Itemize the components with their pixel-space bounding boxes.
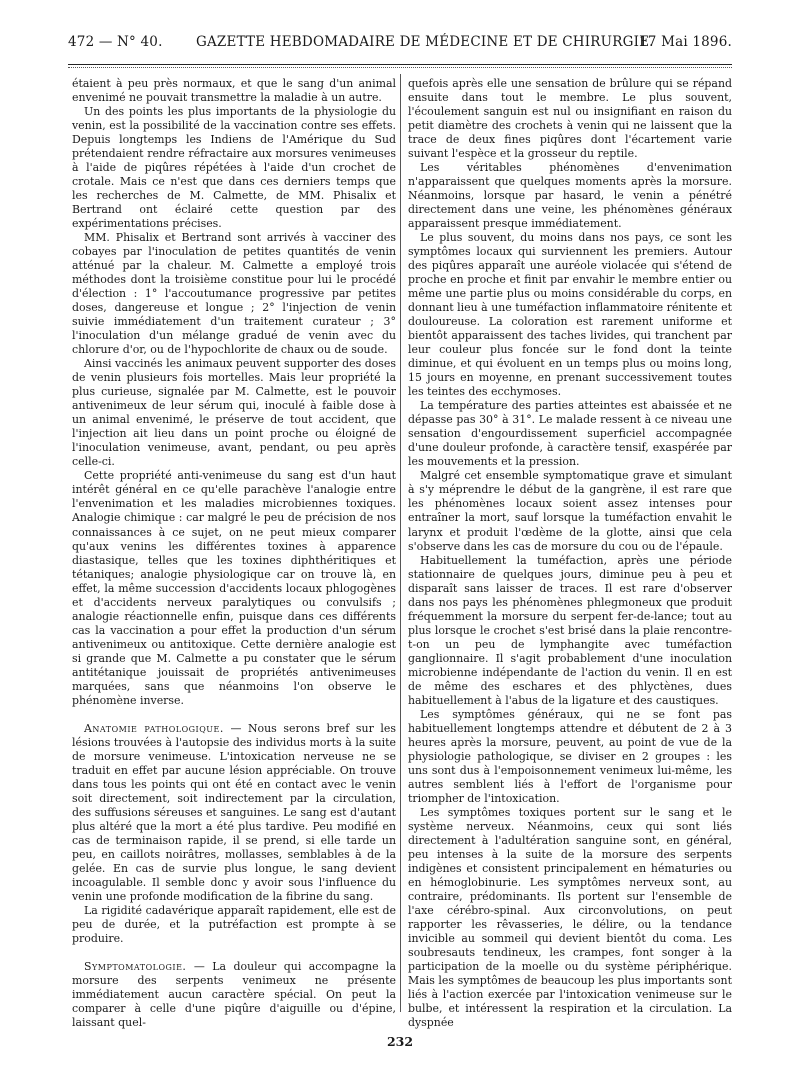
paragraph: Malgré cet ensemble symptomatique grave et simulant à s'y méprendre le début de la gangrène, il est rare que les phénomènes locaux soient assez intenses pour entraîner la mort, sauf lorsque la tuméfaction envahit le larynx et produit l'œdème de la glotte, ainsi que cela s'observe dans les cas de morsure du cou ou de l'épaule. [408, 469, 732, 553]
section-heading-anatomie: Anatomie pathologique. [84, 721, 224, 735]
page-folio: 232 [386, 1034, 414, 1049]
paragraph: Les symptômes généraux, qui ne se font pas habituellement longtemps attendre et débutent de 2 à 3 heures après la morsure, peuvent, au point de vue de la physiologie pathologique, se diviser en 2 groupes : les uns sont dus à l'empoisonnement venimeux lui-même, les autres semblent liés à l'effort de l'organisme pour triompher de l'intoxication. [408, 707, 732, 805]
paragraph: La rigidité cadavérique apparaît rapidement, elle est de peu de durée, et la putréfaction est prompte à se produire. [72, 903, 396, 945]
paragraph: MM. Phisalix et Bertrand sont arrivés à vacciner des cobayes par l'inoculation de petites quantités de venin atténué par la chaleur. M. Calmette a employé trois méthodes dont la troisième constitue pour lui le procédé d'élection : 1° l'accoutumance progressive par petites doses, dangereuse et longue ; 2° l'injection de venin suivie immédiatement d'un traitement curateur ; 3° l'inoculation d'un mélange gradué de venin avec du chlorure d'or, ou de l'hypochlorite de chaux ou de soude. [72, 231, 396, 357]
paragraph: Ainsi vaccinés les animaux peuvent supporter des doses de venin plusieurs fois mortelles. Mais leur propriété la plus curieuse, signalée par M. Calmette, est le pouvoir antivenimeux de leur sérum qui, inoculé à faible dose à un animal envenimé, le préserve de tout accident, que l'injection ait lieu dans un point proche ou éloigné de l'inoculation venimeuse, avant, pendant, ou peu après celle-ci. [72, 357, 396, 469]
paragraph: Habituellement la tuméfaction, après une période stationnaire de quelques jours, diminue peu à peu et disparaît sans laisser de traces. Il est rare d'observer dans nos pays les phénomènes phlegmoneux que produit fréquemment la morsure du serpent fer-de-lance; tout au plus lorsque le crochet s'est brisé dans la plaie rencontre-t-on un peu de lymphangite avec tuméfaction ganglionnaire. Il s'agit probablement d'une inoculation microbienne indépendante de l'action du venin. Il en est de même des eschares et des phlyctènes, dues habituellement à l'abus de la ligature et des caustiques. [408, 553, 732, 707]
section-anatomie [72, 722, 396, 904]
header-journal-title: GAZETTE HEBDOMADAIRE DE MÉDECINE ET DE CHIRURGIE. [196, 34, 654, 50]
header-rule [68, 64, 732, 65]
section-text: — Nous serons bref sur les lésions trouvées à l'autopsie des individus morts à la suite de morsure venimeuse. L'intoxication nerveuse ne se traduit en effet par aucune lésion appréciable. On trouve dans tous les points qui ont été en contact avec le venin soit directement, soit indirectement par la circulation, des suffusions séreuses et sanguines. Le sang est d'autant plus altéré que la mort a été plus tardive. Peu modifié en cas de terminaison rapide, il se prend, si elle tarde un peu, en caillots noirâtres, mollasses, semblables à de la gelée. En cas de survie plus longue, le sang devient incoagulable. Il semble donc y avoir sous l'influence du venin une profonde modification de la fibrine du sang. [72, 721, 396, 903]
paragraph: quefois après elle une sensation de brûlure qui se répand ensuite dans tout le membre. Le plus souvent, l'écoulement sanguin est nul ou insignifiant en raison du petit diamètre des crochets à venin qui ne laissent que la trace de deux fines piqûres dont l'écartement varie suivant l'espèce et la grosseur du reptile. [408, 77, 732, 161]
paragraph: La température des parties atteintes est abaissée et ne dépasse pas 30° à 31°. Le malade ressent à ce niveau une sensation d'engourdissement superficiel accompagnée d'une douleur profonde, à caractère tensif, exaspérée par les mouvements et la pression. [408, 399, 732, 469]
section-text: — La douleur qui accompagne la morsure des serpents venimeux ne présente immédiatement aucun caractère spécial. On peut la comparer à celle d'une piqûre d'aiguille ou d'épine, laissant quel- [72, 959, 397, 1030]
paragraph: Les véritables phénomènes d'envenimation n'apparaissent que quelques moments après la morsure. Néanmoins, lorsque par hasard, le venin a pénétré directement dans une veine, les phénomènes généraux apparaissent presque immédiatement. [408, 161, 732, 231]
running-header [68, 34, 732, 58]
section-heading-symptomatologie: Symptomatologie. [84, 959, 187, 973]
column-divider [400, 74, 401, 1012]
left-column [72, 77, 397, 1030]
header-page-number: 472 — N° 40. [68, 34, 163, 50]
header-rule-dotted [68, 67, 732, 68]
paragraph: Le plus souvent, du moins dans nos pays, ce sont les symptômes locaux qui surviennent les premiers. Autour des piqûres apparaît une auréole violacée qui s'étend de proche en proche et finit par envahir le membre entier ou même une partie plus ou moins considérable du corps, en donnant lieu à une tuméfaction inflammatoire rénitente et douloureuse. La coloration est rarement uniforme et bientôt apparaissent des taches livides, qui tranchent par leur couleur plus foncée sur le fond dont la teinte diminue, et qui évoluent en un temps plus ou moins long, 15 jours en moyenne, en prenant successivement toutes les teintes des ecchymoses. [408, 231, 732, 399]
header-date: 17 Mai 1896. [639, 34, 732, 50]
paragraph: Cette propriété anti-venimeuse du sang est d'un haut intérêt général en ce qu'elle parachève l'analogie entre l'envenimation et les maladies microbiennes toxiques. Analogie chimique : car malgré le peu de précision de nos connaissances à ce sujet, on ne peut mieux comparer qu'aux venins les différentes toxines à apparence diastasique, telles que les toxines diphthéritiques et tétaniques; analogie physiologique car on trouve là, en effet, la même succession d'accidents locaux phlogogènes et d'accidents nerveux paralytiques ou convulsifs ; analogie réactionnelle enfin, puisque dans ces différents cas la vaccination a pour effet la production d'un sérum antivenimeux ou antitoxique. Cette dernière analogie est si grande que M. Calmette a pu constater que le sérum antitétanique jouissait de propriétés antivenimeuses marquées, sans que néanmoins l'on observe le phénomène inverse. [72, 469, 396, 707]
right-column [408, 77, 732, 1030]
paragraph: étaient à peu près normaux, et que le sang d'un animal envenimé ne pouvait transmettre la maladie à un autre. [72, 77, 396, 105]
section-symptomatologie [72, 960, 396, 1030]
paragraph: Les symptômes toxiques portent sur le sang et le système nerveux. Néanmoins, ceux qui sont liés directement à l'adultération sanguine sont, en général, peu intenses à la suite de la morsure des serpents indigènes et consistent principalement en hématuries ou en hémoglobinurie. Les symptômes nerveux sont, au contraire, prédominants. Ils portent sur l'ensemble de l'axe cérébro-spinal. Aux circonvolutions, on peut rapporter les rêvasseries, le délire, ou la tendance invicible au sommeil qui devient bientôt du coma. Les soubresauts tendineux, les crampes, font songer à la participation de la moelle ou du système périphérique. Mais les symptômes de beaucoup les plus importants sont liés à l'action exercée par l'intoxication venimeuse sur le bulbe, et intéressent la respiration et la circulation. La dyspnée [408, 805, 732, 1030]
paragraph: Un des points les plus importants de la physiologie du venin, est la possibilité de la vaccination contre ses effets. Depuis longtemps les Indiens de l'Amérique du Sud prétendaient rendre réfractaire aux morsures venimeuses à l'aide de piqûres répétées à l'aide d'un crochet de crotale. Mais ce n'est que dans ces derniers temps que les recherches de M. Calmette, de MM. Phisalix et Bertrand ont éclairé cette question par des expérimentations précises. [72, 105, 396, 231]
